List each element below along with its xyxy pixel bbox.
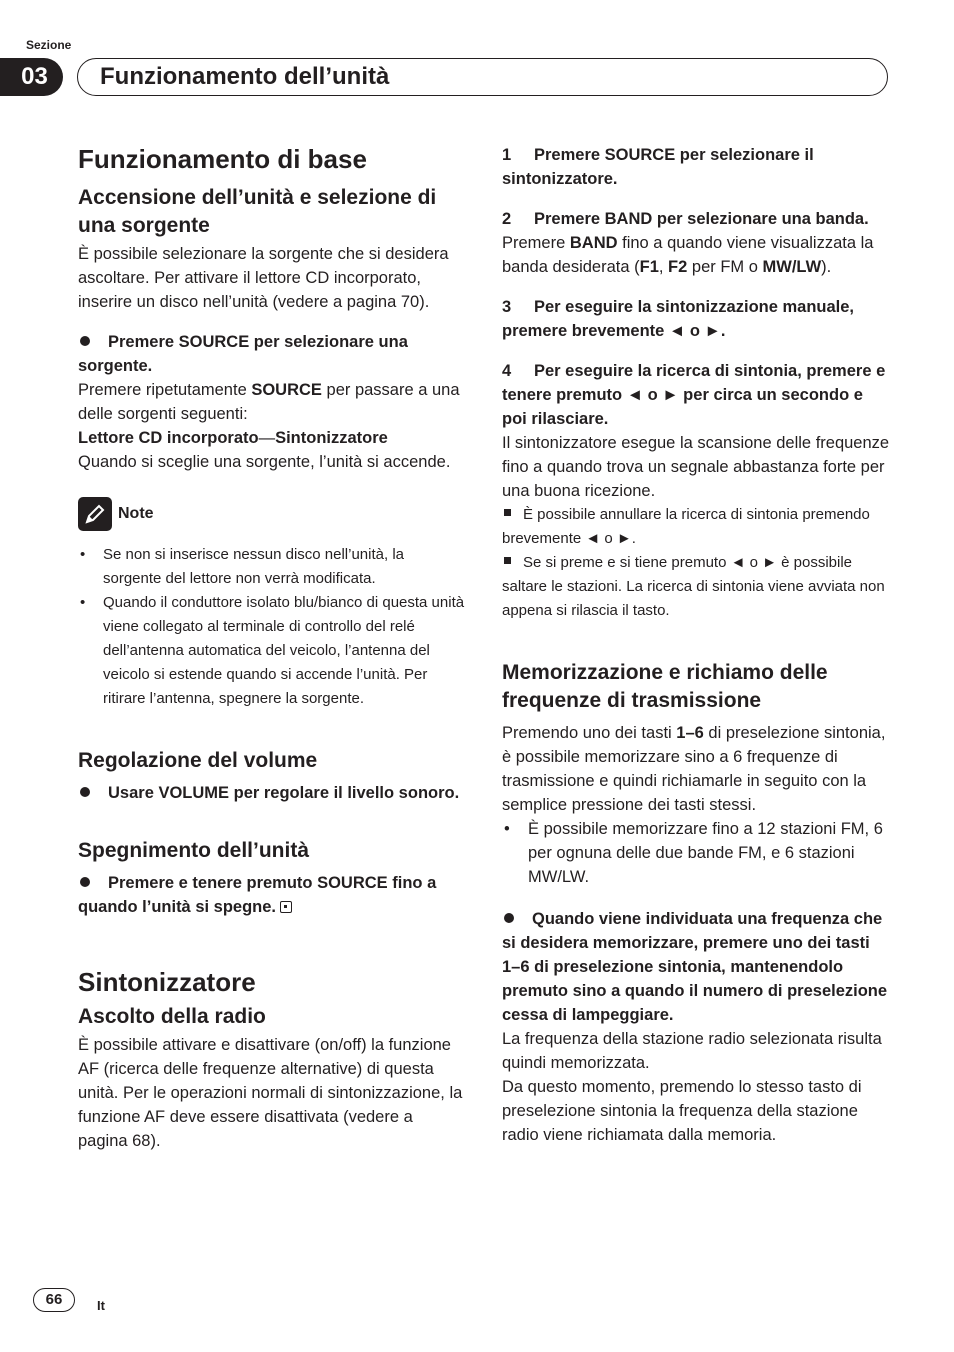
pencil-note-icon <box>78 497 112 531</box>
note-label: Note <box>118 505 154 522</box>
memo-bullet: • È possibile memorizzare fino a 12 stazioni FM, 6 per ognuna delle due bande FM, e 6 stazioni MW/LW. <box>502 817 890 889</box>
bullet-dot-icon <box>504 913 514 923</box>
left-column <box>78 140 466 1153</box>
step-volume: Usare VOLUME per regolare il livello sonoro. <box>78 781 466 805</box>
paragraph-band: Premere BAND fino a quando viene visualizzata la banda desiderata (F1, F2 per FM o MW/LW). <box>502 234 874 276</box>
heading-accensione: Accensione dell’unità e selezione di una sorgente <box>78 186 437 237</box>
step-1: 1 Premere SOURCE per selezionare il sintonizzatore. <box>502 146 814 188</box>
heading-spegnimento: Spegnimento dell’unità <box>78 839 310 862</box>
paragraph-richiamo: Da questo momento, premendo lo stesso tasto di preselezione sintonia la frequenza della stazione radio viene richiamata dalla memoria. <box>502 1078 862 1144</box>
paragraph-source: Premere ripetutamente SOURCE per passare a una delle sorgenti seguenti: <box>78 381 460 423</box>
heading-sintonizzatore: Sintonizzatore <box>78 967 256 997</box>
heading-radio: Ascolto della radio <box>78 1005 266 1028</box>
heading-funzionamento-di-base: Funzionamento di base <box>78 144 367 174</box>
memo-bullet-list <box>502 817 890 889</box>
square-bullet-icon <box>504 557 511 564</box>
page-number: 66 <box>33 1288 75 1312</box>
step-memo: Quando viene individuata una frequenza che si desidera memorizzare, premere uno dei tasti 1–6 di preselezione sintonia, mantenendolo premuto sino a quando il numero di preselezione cessa di lampeggiare. <box>502 910 888 1024</box>
step-4: 4 Per eseguire la ricerca di sintonia, premere e tenere premuto ◄ o ► per circa un secondo e poi rilasciare. <box>502 362 886 428</box>
paragraph-memorizzazione: Premendo uno dei tasti 1–6 di preselezione sintonia, è possibile memorizzare sino a 6 frequenze di trasmissione e quindi richiamarle in seguito con la semplice pressione dei tasti stessi. <box>502 724 886 814</box>
language-code: It <box>97 1298 105 1313</box>
step-3: 3 Per eseguire la sintonizzazione manuale, premere brevemente ◄ o ►. <box>502 298 855 340</box>
heading-memorizzazione: Memorizzazione e richiamo delle frequenze di trasmissione <box>502 661 828 712</box>
end-mark-icon <box>280 901 292 913</box>
bullet-dot-icon <box>80 336 90 346</box>
section-title-bar: Funzionamento dell’unità <box>77 58 888 96</box>
right-column <box>502 140 890 1147</box>
step-source: Premere SOURCE per selezionare una sorgente. <box>78 333 408 375</box>
section-label: Sezione <box>26 38 72 52</box>
note-item: • Se non si inserisce nessun disco nell’unità, la sorgente del lettore non verrà modificata. <box>78 543 466 591</box>
paragraph-scansione: Il sintonizzatore esegue la scansione delle frequenze fino a quando trova un segnale abbastanza forte per una buona ricezione. <box>502 434 890 500</box>
square-bullet-icon <box>504 509 511 516</box>
note-list <box>78 543 466 711</box>
step-2: 2 Premere BAND per selezionare una banda. <box>502 210 869 228</box>
bullet-dot-icon <box>80 877 90 887</box>
note-item: • Quando il conduttore isolato blu/bianco di questa unità viene collegato al terminale di controllo del relé dell’antenna automatica del veicolo, l’antenna del veicolo si estende quando si accende l’unità. Per ritirare l’antenna, spegnere la sorgente. <box>78 591 466 711</box>
sources-sequence: Lettore CD incorporato—Sintonizzatore <box>78 429 388 447</box>
paragraph-memorizzata: La frequenza della stazione radio selezionata risulta quindi memorizzata. <box>502 1030 882 1072</box>
square-note: Se si preme e si tiene premuto ◄ o ► è possibile saltare le stazioni. La ricerca di sintonia viene avviata non appena si rilascia il tasto. <box>502 554 885 619</box>
square-note: È possibile annullare la ricerca di sintonia premendo brevemente ◄ o ►. <box>502 506 870 547</box>
paragraph-radio: È possibile attivare e disattivare (on/off) la funzione AF (ricerca delle frequenze alternative) di questa unità. Per le operazioni normali di sintonizzazione, la funzione AF deve essere disattivata (vedere a pagina 68). <box>78 1036 463 1150</box>
paragraph-accensione: È possibile selezionare la sorgente che si desidera ascoltare. Per attivare il lettore CD incorporato, inserire un disco nell’unità (vedere a pagina 70). <box>78 245 449 311</box>
paragraph-scelta: Quando si sceglie una sorgente, l’unità si accende. <box>78 453 451 471</box>
section-number-badge: 03 <box>0 58 63 96</box>
heading-volume: Regolazione del volume <box>78 749 318 772</box>
step-spegnimento: Premere e tenere premuto SOURCE fino a quando l’unità si spegne. <box>78 874 437 916</box>
note-header <box>78 496 466 532</box>
bullet-dot-icon <box>80 787 90 797</box>
